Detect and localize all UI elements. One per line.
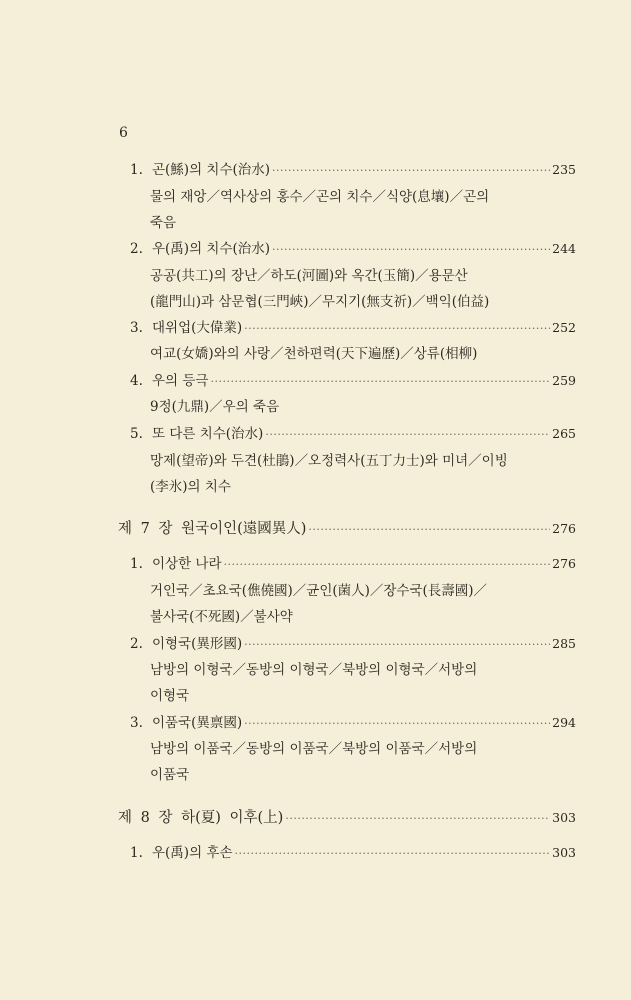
entry-number: 5. [130,426,143,442]
dot-leader [285,808,550,830]
entry-page: 276 [552,556,576,571]
toc-entry[interactable] [130,633,576,655]
entry-subtopics: (李氷)의 치수 [150,479,231,495]
dot-leader [272,160,550,182]
chapter-title: 제 8 장 하(夏) 이후(上) [118,810,284,826]
toc-entry[interactable] [130,317,576,339]
entry-subtopics: 9정(九鼎)／우의 죽음 [150,399,280,415]
toc-entry[interactable] [130,159,576,181]
entry-page: 244 [552,241,576,256]
chapter-heading[interactable] [118,518,576,540]
entry-page: 294 [552,715,576,730]
entry-subtopics: 공공(共工)의 장난／하도(河圖)와 옥간(玉簡)／용문산 [150,268,468,284]
entry-title: 우(禹)의 치수(治水) [152,241,271,257]
dot-leader [244,634,550,656]
dot-leader [308,519,550,541]
entry-number: 1. [130,845,143,861]
chapter-page: 303 [552,810,576,825]
entry-number: 4. [130,373,143,389]
toc-entry[interactable] [130,553,576,575]
entry-number: 3. [130,715,143,731]
entry-page: 265 [552,426,576,441]
entry-subtopics: 여교(女嬌)와의 사랑／천하편력(天下遍歷)／상류(相柳) [150,346,478,362]
entry-subtopics: 망제(望帝)와 두견(杜鵑)／오정력사(五丁力士)와 미녀／이빙 [150,453,508,469]
entry-title: 곤(鯀)의 치수(治水) [152,162,271,178]
entry-subtopics: (龍門山)과 삼문협(三門峽)／무지기(無支祈)／백익(伯益) [150,294,490,310]
entry-number: 2. [130,636,143,652]
entry-subtopics: 불사국(不死國)／불사약 [150,609,293,625]
entry-title: 또 다른 치수(治水) [152,426,264,442]
toc-entry[interactable] [130,370,576,392]
entry-title: 이형국(異形國) [152,636,243,652]
entry-subtopics: 이품국 [150,767,190,783]
dot-leader [244,318,550,340]
toc-entry[interactable] [130,842,576,864]
toc-entry[interactable] [130,423,576,445]
entry-number: 1. [130,162,143,178]
dot-leader [235,843,551,865]
dot-leader [272,239,550,261]
entry-number: 3. [130,320,143,336]
page-number: 6 [119,125,128,141]
chapter-heading[interactable] [118,807,576,829]
entry-page: 285 [552,636,576,651]
toc-entry[interactable] [130,712,576,734]
entry-subtopics: 거인국／초요국(僬僥國)／균인(菌人)／장수국(長壽國)／ [150,583,488,599]
entry-subtopics: 이형국 [150,688,190,704]
dot-leader [265,424,550,446]
entry-subtopics: 죽음 [150,215,177,231]
entry-number: 2. [130,241,143,257]
toc-entry[interactable] [130,238,576,260]
entry-page: 303 [552,845,576,860]
dot-leader [244,713,550,735]
dot-leader [210,371,550,393]
entry-title: 우(禹)의 후손 [152,845,233,861]
entry-title: 우의 등극 [152,373,209,389]
entry-subtopics: 남방의 이형국／동방의 이형국／북방의 이형국／서방의 [150,662,478,678]
chapter-page: 276 [552,521,576,536]
entry-page: 252 [552,320,576,335]
entry-subtopics: 남방의 이품국／동방의 이품국／북방의 이품국／서방의 [150,741,478,757]
entry-title: 이품국(異禀國) [152,715,243,731]
entry-number: 1. [130,556,143,572]
entry-page: 235 [552,162,576,177]
chapter-title: 제 7 장 원국이인(遠國異人) [118,521,307,537]
entry-subtopics: 물의 재앙／역사상의 홍수／곤의 치수／식양(息壤)／곤의 [150,189,490,205]
dot-leader [224,554,551,576]
entry-title: 이상한 나라 [152,556,222,572]
entry-page: 259 [552,373,576,388]
entry-title: 대위업(大偉業) [152,320,243,336]
